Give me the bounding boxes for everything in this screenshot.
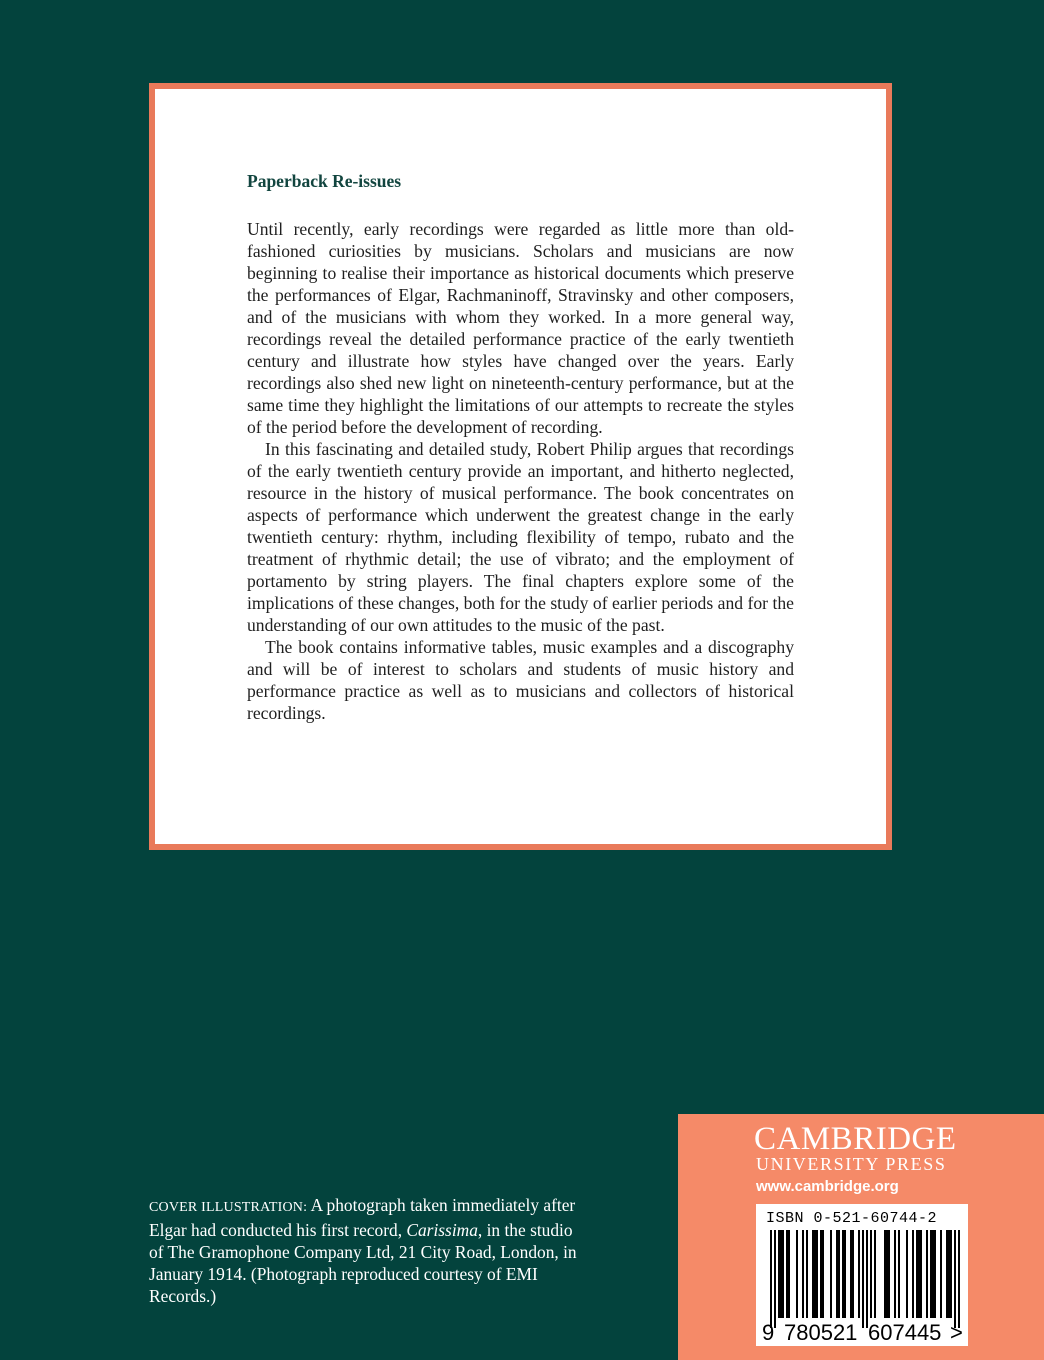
barcode-quiet-marker: >	[950, 1320, 963, 1345]
barcode-bar	[830, 1230, 832, 1318]
publisher-name: CAMBRIDGE	[754, 1121, 957, 1157]
barcode-bar	[786, 1230, 788, 1318]
barcode-bar	[898, 1230, 900, 1318]
barcode-bar	[802, 1230, 804, 1318]
barcode-bar	[796, 1230, 798, 1318]
barcode-bar	[844, 1230, 846, 1318]
barcode-bar	[770, 1230, 772, 1328]
barcode-bar	[920, 1230, 922, 1318]
barcode-bar	[782, 1230, 784, 1318]
barcode-bar	[778, 1230, 780, 1318]
barcode-bar	[874, 1230, 876, 1318]
barcode-bar	[820, 1230, 822, 1318]
caption-text-1: A photograph taken immediately after Elgar had conducted his first record,	[149, 1195, 576, 1240]
barcode-bar	[930, 1230, 932, 1318]
barcode-bar	[888, 1230, 890, 1318]
caption-text-2: , in the studio of The Gramophone Company Ltd, 21 City Road, London, in January 1914. (Photograph reproduced courtesy of EMI Records.)	[149, 1220, 577, 1306]
barcode-bar	[948, 1230, 950, 1318]
cover-illustration-caption	[149, 1194, 579, 1307]
barcode-bar	[836, 1230, 838, 1318]
barcode-bar	[946, 1230, 948, 1318]
barcode-bar	[894, 1230, 896, 1318]
barcode-bar	[884, 1230, 886, 1318]
barcode-bar	[842, 1230, 844, 1318]
barcode-digit-lead: 9	[762, 1320, 775, 1345]
blurb-paragraph-1: Until recently, early recordings were regarded as little more than old-fashioned curiosities by musicians. Scholars and musicians are now beginning to realise their importance as historical documents which preserve the performances of Elgar, Rachmaninoff, Stravinsky and other composers, and of the musicians with whom they worked. In a more general way, recordings reveal the detailed performance practice of the early twentieth century and illustrate how styles have changed over the years. Early recordings also shed new light on nineteenth-century performance, but at the same time they highlight the limitations of our attempts to recreate the styles of the period before the development of recording.	[247, 219, 794, 437]
barcode-bar	[926, 1230, 928, 1318]
barcode-bar	[812, 1230, 814, 1318]
barcode-bar	[918, 1230, 920, 1318]
barcode-bar	[816, 1230, 818, 1318]
barcode-bar	[954, 1230, 956, 1328]
barcode-bar	[950, 1230, 952, 1318]
barcode-bar	[780, 1230, 782, 1318]
barcode-bar	[934, 1230, 936, 1318]
barcode-bars	[770, 1230, 960, 1328]
blurb-heading: Paperback Re-issues	[247, 171, 402, 191]
barcode-bar	[814, 1230, 816, 1318]
publisher-box	[678, 1114, 1044, 1360]
barcode-bar	[822, 1230, 824, 1318]
publisher-press: UNIVERSITY PRESS	[756, 1154, 947, 1174]
barcode-bar	[866, 1230, 868, 1328]
barcode-bar	[940, 1230, 942, 1318]
barcode-bar	[774, 1230, 776, 1328]
barcode-bar	[886, 1230, 888, 1318]
barcode-bar	[838, 1230, 840, 1318]
barcode-bar	[858, 1230, 860, 1318]
blurb-paragraph-3: The book contains informative tables, music examples and a discography and will be of interest to scholars and students of music history and performance practice as well as to musicians and collectors of historical recordings.	[247, 637, 794, 723]
barcode-bar	[850, 1230, 852, 1318]
publisher-url[interactable]: www.cambridge.org	[756, 1178, 899, 1195]
blurb-content	[247, 171, 794, 724]
barcode-bar	[862, 1230, 864, 1328]
barcode	[756, 1204, 968, 1346]
barcode-bar	[870, 1230, 872, 1318]
barcode-bar	[806, 1230, 808, 1318]
barcode-digits-left: 780521	[784, 1320, 858, 1345]
barcode-bar	[852, 1230, 854, 1318]
barcode-digits-right: 607445	[868, 1320, 942, 1345]
isbn-label: ISBN 0-521-60744-2	[766, 1210, 938, 1227]
caption-record-title: Carissima	[406, 1220, 478, 1240]
barcode-bar	[916, 1230, 918, 1318]
blurb-panel	[149, 83, 892, 850]
caption-label: COVER ILLUSTRATION:	[149, 1200, 308, 1215]
blurb-paragraph-2: In this fascinating and detailed study, Robert Philip argues that recordings of the early twentieth century provide an important, and hitherto neglected, resource in the history of musical performance. The book concentrates on aspects of performance which underwent the greatest change in the early twentieth century: rhythm, including flexibility of tempo, rubato and the treatment of rhythmic detail; the use of vibrato; and the employment of portamento by string players. The final chapters explore some of the implications of these changes, both for the study of earlier periods and for the understanding of our own attitudes to the music of the past.	[247, 439, 794, 635]
barcode-graphic	[756, 1204, 968, 1346]
barcode-bar	[958, 1230, 960, 1328]
barcode-bar	[788, 1230, 790, 1318]
barcode-bar	[912, 1230, 914, 1318]
barcode-bar	[932, 1230, 934, 1318]
barcode-bar	[906, 1230, 908, 1318]
